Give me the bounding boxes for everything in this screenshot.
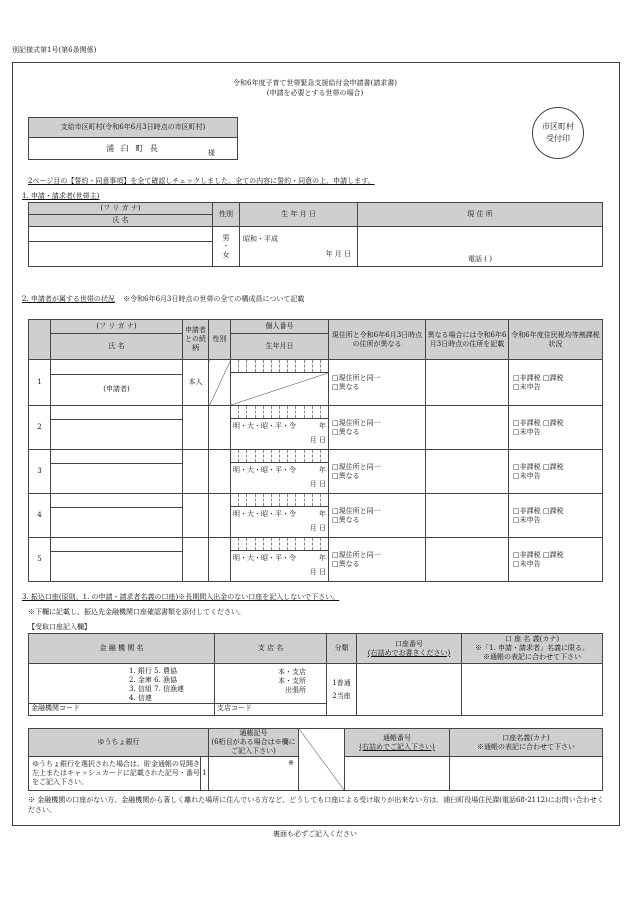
bank-field[interactable]: [29, 664, 215, 716]
dob-header: 生 年 月 日: [240, 203, 358, 227]
footer-note: ※ 金融機関の口座がない方、金融機関から著しく離れた場所に住んでいる方など、どうしても口座による受け取りが出来ない方は、浦臼町役場住民課(電話68-2112)にお問い合わせください。: [28, 796, 604, 814]
member-relation[interactable]: [183, 494, 209, 538]
address-diff-check[interactable]: [329, 450, 426, 494]
diff-check[interactable]: □異なる: [332, 382, 360, 391]
h-dob: 生年月日: [231, 334, 329, 360]
household-row: [29, 494, 603, 508]
recipient-box: [28, 117, 238, 160]
form-title: 令和6年度子育て世帯緊急支援給付金申請書(請求書): [233, 79, 397, 87]
row-number: 4: [29, 494, 51, 538]
dob-field[interactable]: [240, 227, 358, 267]
yucho-symbol-field[interactable]: [209, 757, 299, 791]
yucho-symbol-sub: (6桁目がある場合は※欄にご記入下さい): [211, 738, 296, 755]
h-sex: 性別: [209, 320, 231, 360]
tax-status[interactable]: [509, 406, 603, 450]
bank-table: [28, 633, 603, 716]
tax-check[interactable]: □非課税 □課税: [513, 462, 564, 471]
member-relation[interactable]: [183, 406, 209, 450]
household-row: [29, 538, 603, 552]
tax-status[interactable]: [509, 360, 603, 406]
back-notice: 裏面も必ずご記入ください: [273, 830, 357, 838]
dob-era: 明・大・昭・平・令: [233, 466, 296, 474]
household-row: [29, 360, 603, 375]
h-name: 氏 名: [51, 334, 183, 360]
reception-stamp: [532, 107, 584, 159]
section2-note: ※令和6年6月3日時点の世帯の全ての構成員について記載: [123, 295, 305, 303]
recipient-heading: 支給市区町村(令和6年6月3日時点の市区町村): [29, 118, 238, 138]
dob-md: 月 日: [309, 523, 326, 532]
phone-label: 電話 ( ): [468, 255, 492, 264]
dob-era: 明・大・昭・平・令: [233, 422, 296, 430]
stamp-line1: 市区町村: [542, 122, 574, 131]
prev-address-field[interactable]: [426, 450, 509, 494]
holder-header: [462, 634, 603, 664]
h-id: 個人番号: [231, 320, 329, 334]
member-furigana[interactable]: [51, 450, 183, 464]
yucho-header: ゆうちょ銀行: [29, 729, 209, 757]
member-sex[interactable]: [209, 450, 231, 494]
era-label: 昭和・平成: [243, 235, 278, 243]
tax-status[interactable]: [509, 450, 603, 494]
tax-undeclared[interactable]: □未申告: [513, 427, 541, 436]
honorific: 様: [208, 149, 215, 158]
yucho-holder-header: [450, 729, 603, 757]
same-check[interactable]: □現住所と同一: [332, 418, 381, 427]
personal-id-field[interactable]: [231, 450, 329, 494]
yucho-number-field[interactable]: [345, 757, 450, 791]
diff-check[interactable]: □異なる: [332, 515, 360, 524]
tax-undeclared[interactable]: □未申告: [513, 471, 541, 480]
member-name[interactable]: [51, 420, 183, 450]
member-furigana[interactable]: [51, 538, 183, 552]
tax-status[interactable]: [509, 494, 603, 538]
tax-check[interactable]: □非課税 □課税: [513, 550, 564, 559]
branch-field[interactable]: [215, 664, 327, 716]
same-check[interactable]: □現住所と同一: [332, 373, 381, 382]
h-relation: 申請者との続柄: [183, 320, 209, 360]
member-sex[interactable]: [209, 406, 231, 450]
tax-check[interactable]: □非課税 □課税: [513, 418, 564, 427]
personal-id-field[interactable]: [231, 360, 329, 406]
account-box-title: 【受取口座記入欄】: [28, 623, 91, 631]
member-sex[interactable]: [209, 494, 231, 538]
branch-type-options[interactable]: 本・支店 本・支所 出張所: [278, 668, 306, 695]
address-diff-check[interactable]: [329, 406, 426, 450]
bank-code-label: 金融機関コード: [31, 704, 80, 712]
diff-check[interactable]: □異なる: [332, 427, 360, 436]
ymd-label: 年 月 日: [325, 249, 351, 258]
h-prev-addr: 異なる場合には令和6年6月3日時点の住所を記載: [426, 320, 509, 360]
dob-year: 年: [319, 510, 326, 518]
member-furigana[interactable]: [51, 494, 183, 508]
confirm-text[interactable]: 2ページ目の【誓約・同意事項】を全て確認しチェックしました。全ての内容に誓約・同意の上、申請します。: [28, 177, 375, 185]
yucho-table: [28, 728, 603, 791]
personal-id-field[interactable]: [231, 406, 329, 450]
tax-check[interactable]: □非課税 □課税: [513, 506, 564, 515]
household-row: [29, 406, 603, 420]
tax-check[interactable]: □非課税 □課税: [513, 373, 564, 382]
holder-label: 口 座 名 義(カナ): [504, 635, 560, 644]
holder-note2: ※通帳の表記に合わせて下さい: [483, 652, 581, 661]
member-name[interactable]: [51, 552, 183, 582]
member-name[interactable]: [51, 464, 183, 494]
section3-note: ※下欄に記載し、振込先金融機関口座確認書類を添付してください。: [28, 608, 245, 616]
yucho-symbol-label: 通帳記号: [239, 729, 268, 738]
address-header: 現 住 所: [358, 203, 603, 227]
tax-undeclared[interactable]: □未申告: [513, 515, 541, 524]
row-number: 5: [29, 538, 51, 582]
branch-code-label: 支店コード: [217, 704, 252, 712]
section2-heading-row: [22, 294, 304, 304]
row-number: 2: [29, 406, 51, 450]
furigana-field[interactable]: [29, 227, 213, 242]
yucho-holder-label: 口座名義(カナ): [502, 733, 550, 742]
sex-header: 性別: [213, 203, 240, 227]
personal-id-field[interactable]: [231, 494, 329, 538]
member-furigana[interactable]: [51, 406, 183, 420]
dob-md: 月 日: [309, 479, 326, 488]
account-number-field[interactable]: [357, 664, 462, 716]
row-number: 1: [29, 360, 51, 406]
stamp-line2: 受付印: [546, 134, 570, 143]
section2-heading: 2. 申請者が属する世帯の状況: [22, 295, 115, 303]
applicant-table: [28, 202, 603, 267]
diff-check[interactable]: □異なる: [332, 559, 360, 568]
yucho-number-label: 通帳番号: [383, 733, 411, 742]
furigana-header: (フ リ ガ ナ): [29, 203, 213, 215]
address-diff-check[interactable]: [329, 538, 426, 582]
prev-address-field[interactable]: [426, 494, 509, 538]
bank-type-options[interactable]: 1. 銀行 5. 農協 2. 金庫 6. 漁協 3. 信組 7. 信漁連 4. 信連: [129, 667, 185, 703]
form-number: 別記様式第1号(第6条関係): [12, 46, 97, 54]
section1-heading: 1. 申請・請求者(世帯主): [22, 192, 100, 200]
dob-md: 月 日: [309, 435, 326, 444]
branch-code-row: [215, 703, 326, 715]
mayor-name: 浦 臼 町 長: [106, 143, 160, 153]
dob-md: 月 日: [309, 567, 326, 576]
household-row: [29, 450, 603, 464]
name-field[interactable]: [29, 242, 213, 267]
branch-header: 支 店 名: [215, 634, 327, 664]
name-header: 氏 名: [29, 215, 213, 227]
yucho-kome: ※: [288, 759, 294, 767]
account-type-options[interactable]: 1普通 2当座: [327, 664, 357, 716]
section3-heading: 3. 振込口座(原則、1. の申請・請求者名義の口座)※長期間入出金のない口座を記入しないで下さい。: [22, 593, 340, 601]
yucho-symbol-header: [209, 729, 299, 757]
member-relation[interactable]: [183, 538, 209, 582]
member-furigana[interactable]: [51, 360, 183, 375]
acct-label: 口座番号: [395, 639, 423, 648]
address-field[interactable]: [358, 227, 603, 267]
same-check[interactable]: □現住所と同一: [332, 462, 381, 471]
bank-code-row: [29, 703, 214, 715]
tax-undeclared[interactable]: □未申告: [513, 382, 541, 391]
sex-options[interactable]: 男 ・ 女: [213, 227, 240, 267]
yucho-slash-cell: [299, 729, 345, 791]
h-furigana: (フ リ ガ ナ): [51, 320, 183, 334]
yucho-holder-field[interactable]: [450, 757, 603, 791]
member-sex[interactable]: [209, 360, 231, 406]
holder-note1: ※「1. 申請・請求者」名義に限る。: [475, 644, 589, 653]
same-check[interactable]: □現住所と同一: [332, 506, 381, 515]
tax-undeclared[interactable]: □未申告: [513, 559, 541, 568]
yucho-number-sub: (右詰めでご記入下さい): [359, 742, 435, 751]
dob-era: 明・大・昭・平・令: [233, 554, 296, 562]
address-diff-check[interactable]: [329, 360, 426, 406]
yucho-desc: ゆうちょ銀行を選択された場合は、貯金通帳の見開き左上またはキャッシュカードに記載された記号・番号をご記入下さい。: [29, 757, 201, 791]
tax-status[interactable]: [509, 538, 603, 582]
yucho-holder-sub: ※通帳の表記に合わせて下さい: [477, 742, 575, 751]
h-tax: 令和6年度住民税均等割課税状況: [509, 320, 603, 360]
member-name[interactable]: [51, 508, 183, 538]
form-subtitle: (申請を必要とする世帯の場合): [266, 89, 364, 97]
dob-year: 年: [319, 466, 326, 474]
no-header: [29, 320, 51, 360]
yucho-one: 1: [201, 757, 209, 791]
yucho-number-header: [345, 729, 450, 757]
dob-year: 年: [319, 554, 326, 562]
prev-address-field[interactable]: [426, 406, 509, 450]
type-header: 分類: [327, 634, 357, 664]
bank-header: 金 融 機 関 名: [29, 634, 215, 664]
prev-address-field[interactable]: [426, 360, 509, 406]
account-holder-field[interactable]: [462, 664, 603, 716]
address-diff-check[interactable]: [329, 494, 426, 538]
row-number: 3: [29, 450, 51, 494]
h-addr-diff: 現住所と令和6年6月3日時点の住所が異なる: [329, 320, 426, 360]
household-table: [28, 319, 603, 582]
member-relation[interactable]: [183, 450, 209, 494]
relation-self: 本人: [188, 378, 203, 387]
acct-sub: (右詰めでお書きください): [367, 648, 451, 657]
member-name[interactable]: [51, 374, 183, 405]
diff-check[interactable]: □異なる: [332, 471, 360, 480]
same-check[interactable]: □現住所と同一: [332, 550, 381, 559]
prev-address-field[interactable]: [426, 538, 509, 582]
member-sex[interactable]: [209, 538, 231, 582]
applicant-label: (申請者): [103, 385, 130, 394]
member-relation[interactable]: [183, 360, 209, 406]
personal-id-field[interactable]: [231, 538, 329, 582]
dob-era: 明・大・昭・平・令: [233, 510, 296, 518]
acct-header: [357, 634, 462, 664]
dob-year: 年: [319, 422, 326, 430]
